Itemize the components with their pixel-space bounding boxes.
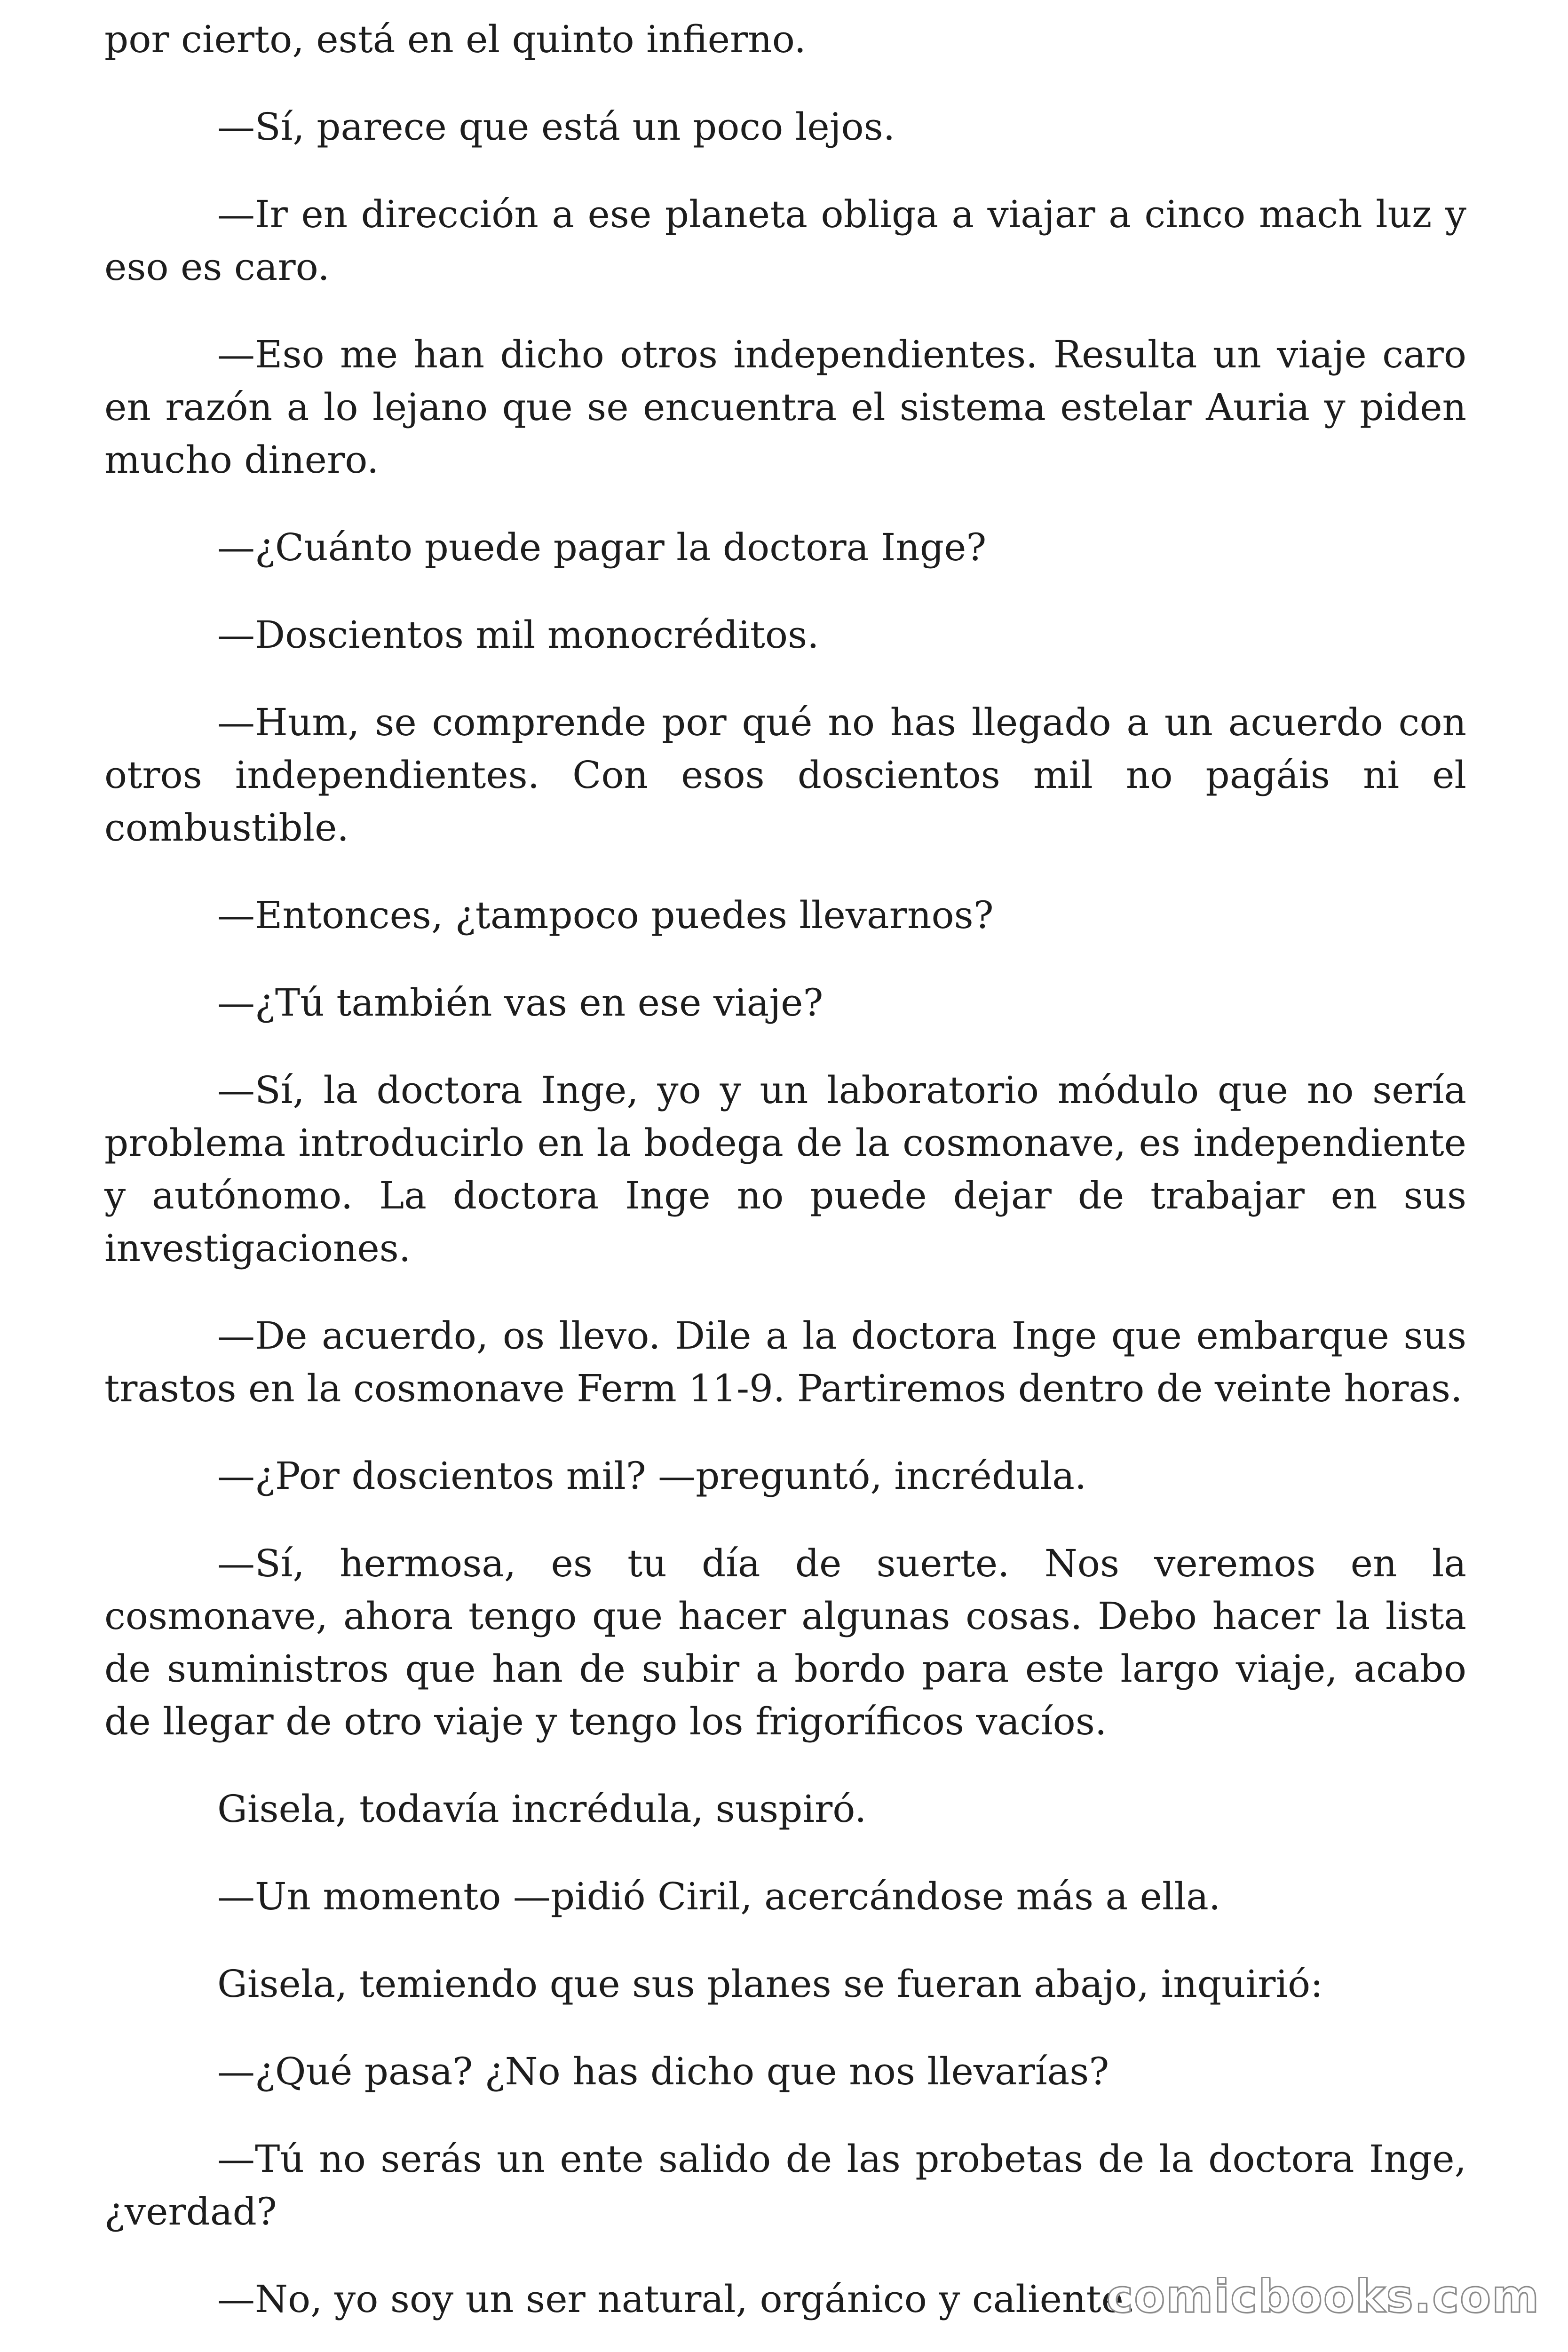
paragraph: —No, yo soy un ser natural, orgánico y caliente. xyxy=(217,2277,1136,2321)
paragraph: —Tú no serás un ente salido de las probetas de la doctora Inge, ¿verdad? xyxy=(104,2137,1466,2233)
paragraph: —Eso me han dicho otros independientes. Resulta un viaje caro en razón a lo lejano que se encuentra el sistema estelar Auria y piden mucho dinero. xyxy=(104,333,1466,482)
paragraph: Gisela, temiendo que sus planes se fueran abajo, inquirió: xyxy=(217,1962,1323,2006)
paragraph: —¿Por doscientos mil? —preguntó, incrédula. xyxy=(217,1454,1087,1498)
paragraph: —Entonces, ¿tampoco puedes llevarnos? xyxy=(217,893,994,937)
paragraph: —¿Cuánto puede pagar la doctora Inge? xyxy=(217,525,987,569)
paragraph: —¿Tú también vas en ese viaje? xyxy=(217,981,824,1025)
paragraph: —Hum, se comprende por qué no has llegado a un acuerdo con otros independientes. Con esos doscientos mil no pagáis ni el combustible. xyxy=(104,700,1466,850)
paragraph: —¿Qué pasa? ¿No has dicho que nos llevarías? xyxy=(217,2050,1109,2093)
paragraph-continuation: por cierto, está en el quinto infierno. xyxy=(104,17,806,61)
paragraph: —Un momento —pidió Ciril, acercándose más a ella. xyxy=(217,1875,1221,1918)
paragraph: —Ir en dirección a ese planeta obliga a viajar a cinco mach luz y eso es caro. xyxy=(104,192,1466,289)
paragraph: —Sí, hermosa, es tu día de suerte. Nos veremos en la cosmonave, ahora tengo que hacer algunas cosas. Debo hacer la lista de suministros que han de subir a bordo para este largo viaje, acabo de llegar de otro viaje y tengo los frigoríficos vacíos. xyxy=(104,1542,1466,1743)
watermark-logo: comicbooks.com xyxy=(1106,2270,1540,2323)
page-body-text xyxy=(104,13,1466,2352)
paragraph: —Doscientos mil monocréditos. xyxy=(217,613,819,657)
paragraph: —Sí, la doctora Inge, yo y un laboratorio módulo que no sería problema introducirlo en la bodega de la cosmonave, es independiente y autónomo. La doctora Inge no puede dejar de trabajar en sus investigaciones. xyxy=(104,1068,1466,1270)
paragraph: —Sí, parece que está un poco lejos. xyxy=(217,105,895,149)
paragraph: —De acuerdo, os llevo. Dile a la doctora Inge que embarque sus trastos en la cosmonave Ferm 11-9. Partiremos dentro de veinte horas. xyxy=(104,1314,1466,1410)
paragraph: Gisela, todavía incrédula, suspiró. xyxy=(217,1787,867,1831)
